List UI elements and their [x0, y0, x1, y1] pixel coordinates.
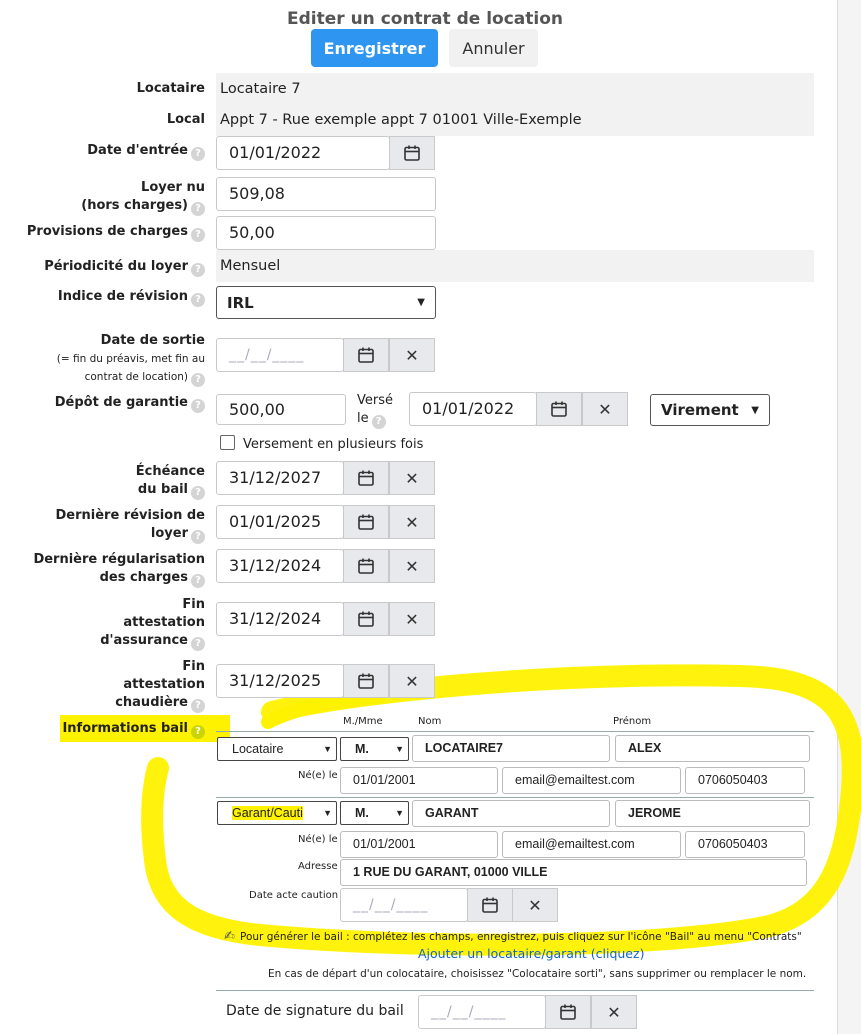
derniere-regul-label-line1: Dernière régularisation: [33, 552, 205, 567]
bail-ne-le-label: Né(e) le: [298, 770, 338, 781]
date-sortie-note-line2: contrat de location): [84, 371, 188, 383]
verse-clear-button[interactable]: [582, 392, 628, 426]
bail-role-value: Locataire: [232, 742, 284, 756]
date-signature-clear-button[interactable]: [591, 995, 637, 1029]
bail-ne-le-label: Né(e) le: [298, 834, 338, 845]
close-icon: ✕: [405, 556, 419, 576]
mode-versement-select[interactable]: [650, 394, 770, 426]
calendar-icon: [357, 610, 375, 628]
date-entree-label-text: Date d'entrée: [87, 143, 188, 158]
fin-assurance-label: [100, 596, 205, 651]
calendar-icon: [357, 346, 375, 364]
chevron-down-icon: ▼: [323, 744, 332, 754]
close-icon: ✕: [405, 609, 419, 629]
date-acte-caution-input[interactable]: __/__/____: [340, 888, 468, 922]
provisions-label: [27, 223, 205, 242]
help-icon[interactable]: ?: [191, 263, 205, 277]
help-icon[interactable]: ?: [191, 725, 205, 739]
date-entree-input[interactable]: 01/01/2022: [216, 136, 390, 170]
mode-versement-value: Virement: [661, 401, 739, 419]
bail-role-select[interactable]: [217, 737, 337, 761]
help-icon[interactable]: ?: [191, 486, 205, 500]
derniere-revision-clear-button[interactable]: [389, 505, 435, 539]
calendar-icon: [357, 672, 375, 690]
calendar-icon: [357, 469, 375, 487]
bail-prenom-input[interactable]: ALEX: [615, 735, 810, 762]
calendar-icon: [559, 1003, 577, 1021]
calendar-icon: [403, 144, 421, 162]
echeance-calendar-button[interactable]: [343, 461, 389, 495]
fin-chaudiere-clear-button[interactable]: [389, 664, 435, 698]
pen-icon: ✍: [224, 929, 235, 944]
help-icon[interactable]: ?: [191, 574, 205, 588]
derniere-revision-label-line2: loyer: [150, 526, 188, 541]
col-civilite-header: M./Mme: [343, 716, 383, 727]
date-signature-calendar-button[interactable]: [545, 995, 591, 1029]
verse-label: [357, 392, 393, 429]
indice-label: [58, 288, 205, 307]
fin-chaudiere-input[interactable]: 31/12/2025: [216, 664, 344, 698]
bail-separator: [216, 731, 814, 732]
date-signature-input[interactable]: __/__/____: [418, 995, 546, 1029]
derniere-revision-input[interactable]: 01/01/2025: [216, 505, 344, 539]
depot-label-text: Dépôt de garantie: [54, 395, 188, 410]
bail-email-input[interactable]: email@emailtest.com: [502, 831, 681, 858]
help-icon[interactable]: ?: [372, 415, 386, 429]
periodicite-label-text: Périodicité du loyer: [44, 259, 188, 274]
bail-dob-input[interactable]: 01/01/2001: [340, 831, 498, 858]
chevron-down-icon: ▼: [395, 744, 404, 754]
derniere-regul-clear-button[interactable]: [389, 549, 435, 583]
verse-calendar-button[interactable]: [536, 392, 582, 426]
bail-adresse-input[interactable]: 1 RUE DU GARANT, 01000 VILLE: [340, 859, 807, 886]
help-icon[interactable]: ?: [191, 530, 205, 544]
signature-separator: [216, 990, 814, 991]
fin-assurance-calendar-button[interactable]: [343, 602, 389, 636]
echeance-clear-button[interactable]: [389, 461, 435, 495]
close-icon: ✕: [528, 895, 542, 915]
help-icon[interactable]: ?: [191, 399, 205, 413]
echeance-label-line2: du bail: [137, 482, 188, 497]
derniere-regul-calendar-button[interactable]: [343, 549, 389, 583]
verse-label-line2: le: [357, 411, 369, 426]
date-sortie-clear-button[interactable]: [389, 338, 435, 372]
informations-bail-label: [62, 720, 205, 739]
bail-civilite-value: M.: [355, 742, 369, 756]
bail-dob-input[interactable]: 01/01/2001: [340, 767, 498, 794]
chevron-down-icon: ▼: [395, 808, 404, 818]
col-nom-header: Nom: [418, 716, 442, 727]
fin-assurance-label-line1: Fin: [182, 597, 205, 612]
bail-nom-input[interactable]: LOCATAIRE7: [412, 735, 610, 762]
close-icon: ✕: [405, 671, 419, 691]
close-icon: ✕: [405, 345, 419, 365]
fin-assurance-input[interactable]: 31/12/2024: [216, 602, 344, 636]
bail-help-note-row: [224, 925, 824, 944]
bail-role-select[interactable]: [217, 801, 337, 825]
cancel-button[interactable]: Annuler: [449, 29, 538, 67]
fin-chaudiere-calendar-button[interactable]: [343, 664, 389, 698]
calendar-icon: [357, 557, 375, 575]
fin-chaudiere-label-line1: Fin: [182, 659, 205, 674]
fin-assurance-clear-button[interactable]: [389, 602, 435, 636]
provisions-input[interactable]: 50,00: [216, 216, 436, 250]
verse-date-input[interactable]: 01/01/2022: [409, 392, 537, 426]
local-value: Appt 7 - Rue exemple appt 7 01001 Ville-Exemple: [216, 104, 814, 136]
bail-civilite-select[interactable]: [340, 737, 409, 761]
date-signature-label: Date de signature du bail: [226, 1003, 404, 1019]
bail-adresse-label: Adresse: [298, 861, 338, 872]
fin-chaudiere-label: [115, 658, 205, 713]
close-icon: ✕: [405, 512, 419, 532]
help-icon[interactable]: ?: [191, 637, 205, 651]
depot-label: [55, 394, 205, 413]
add-locataire-garant-link[interactable]: Ajouter un locataire/garant (cliquez): [418, 946, 645, 961]
derniere-revision-label: [56, 507, 206, 544]
date-acte-caution-label: Date acte caution: [249, 890, 339, 901]
derniere-regul-label: [33, 551, 205, 588]
bail-nom-input[interactable]: GARANT: [412, 800, 610, 827]
calendar-icon: [357, 513, 375, 531]
bail-tel-input[interactable]: 0706050403: [685, 767, 805, 794]
date-sortie-input[interactable]: __/__/____: [216, 338, 344, 372]
bail-civilite-value: M.: [355, 806, 369, 820]
col-prenom-header: Prénom: [613, 716, 652, 727]
indice-select[interactable]: [216, 286, 436, 319]
indice-label-text: Indice de révision: [57, 289, 188, 304]
fin-assurance-label-line3: d'assurance: [100, 633, 188, 648]
loyer-nu-label-line1: Loyer nu: [141, 180, 205, 195]
bail-separator: [216, 797, 814, 798]
close-icon: ✕: [405, 468, 419, 488]
date-sortie-label: Date de sortie: [100, 333, 205, 348]
local-label: Local: [166, 112, 205, 127]
date-sortie-note-line1: (= fin du préavis, met fin au: [56, 353, 205, 365]
calendar-icon: [481, 896, 499, 914]
derniere-regul-label-line2: des charges: [99, 570, 188, 585]
close-icon: ✕: [598, 399, 612, 419]
echeance-input[interactable]: 31/12/2027: [216, 461, 344, 495]
help-icon[interactable]: ?: [191, 699, 205, 713]
date-entree-label: [87, 142, 205, 161]
bail-tel-input[interactable]: 0706050403: [685, 831, 805, 858]
depart-colocataire-note: En cas de départ d'un colocataire, choisissez "Colocataire sorti", sans supprimer ou remplacer le nom.: [268, 968, 807, 980]
provisions-label-text: Provisions de charges: [26, 224, 188, 239]
informations-bail-label-text: Informations bail: [62, 721, 188, 736]
verse-label-line1: Versé: [357, 393, 393, 408]
versement-plusieurs-checkbox[interactable]: [220, 435, 235, 450]
depot-input[interactable]: 500,00: [216, 394, 346, 425]
locataire-value: Locataire 7: [216, 73, 814, 105]
bail-prenom-input[interactable]: JEROME: [615, 800, 810, 827]
echeance-label: [136, 463, 205, 500]
date-entree-calendar-button[interactable]: [389, 136, 435, 170]
indice-select-value: IRL: [227, 293, 254, 312]
derniere-revision-label-line1: Dernière révision de: [55, 508, 205, 523]
help-icon[interactable]: ?: [191, 202, 205, 216]
echeance-label-line1: Échéance: [135, 464, 205, 479]
bail-role-value: Garant/Cauti: [232, 806, 303, 820]
help-icon[interactable]: ?: [191, 293, 205, 307]
locataire-label: Locataire: [136, 81, 205, 96]
derniere-revision-calendar-button[interactable]: [343, 505, 389, 539]
chevron-down-icon: ▼: [323, 808, 332, 818]
calendar-icon: [550, 400, 568, 418]
fin-chaudiere-label-line3: chaudière: [115, 695, 188, 710]
derniere-regul-input[interactable]: 31/12/2024: [216, 549, 344, 583]
date-sortie-calendar-button[interactable]: [343, 338, 389, 372]
bail-help-note: Pour générer le bail : complétez les champs, enregistrez, puis cliquez sur l'icône "Bail" au menu "Contrats": [240, 931, 802, 943]
fin-assurance-label-line2: attestation: [123, 615, 205, 630]
periodicite-label: [44, 258, 205, 277]
help-icon[interactable]: ?: [191, 373, 205, 387]
bail-email-input[interactable]: email@emailtest.com: [502, 767, 681, 794]
loyer-nu-label-line2: (hors charges): [81, 198, 188, 213]
help-icon[interactable]: ?: [191, 147, 205, 161]
help-icon[interactable]: ?: [191, 228, 205, 242]
chevron-down-icon: ▼: [417, 297, 425, 308]
date-acte-caution-clear-button[interactable]: [512, 888, 558, 922]
chevron-down-icon: ▼: [751, 404, 759, 416]
date-sortie-note-line2-wrap: [85, 368, 205, 387]
loyer-nu-label: [81, 179, 205, 216]
versement-plusieurs-label: Versement en plusieurs fois: [243, 437, 424, 452]
close-icon: ✕: [607, 1002, 621, 1022]
bail-civilite-select[interactable]: [340, 801, 409, 825]
date-acte-caution-calendar-button[interactable]: [467, 888, 513, 922]
save-button[interactable]: Enregistrer: [311, 29, 438, 67]
loyer-nu-input[interactable]: 509,08: [216, 177, 436, 211]
fin-chaudiere-label-line2: attestation: [123, 677, 205, 692]
periodicite-value: Mensuel: [216, 250, 814, 282]
page-title: Editer un contrat de location: [287, 9, 563, 29]
